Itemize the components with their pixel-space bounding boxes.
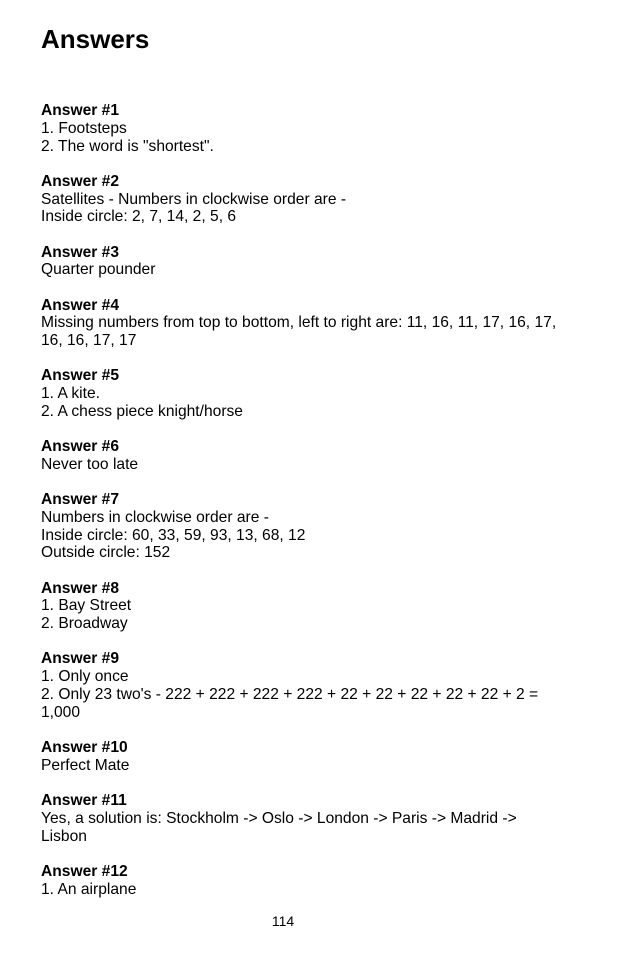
answer-line: Quarter pounder (41, 261, 156, 279)
answer-5 (41, 367, 601, 420)
answer-line: Never too late (41, 455, 139, 473)
answer-heading: Answer #3 (41, 243, 120, 261)
answer-line: Inside circle: 60, 33, 59, 93, 13, 68, 12 (41, 526, 306, 544)
answer-8 (41, 580, 601, 633)
answer-line: 2. A chess piece knight/horse (41, 402, 243, 420)
answer-line: Satellites - Numbers in clockwise order are - (41, 190, 347, 208)
answer-heading: Answer #12 (41, 862, 128, 880)
answer-line: 1. An airplane (41, 880, 137, 898)
answer-3 (41, 244, 601, 280)
answer-line: 2. Broadway (41, 615, 128, 633)
answer-heading: Answer #4 (41, 296, 120, 314)
answer-2 (41, 173, 601, 226)
answer-line: Yes, a solution is: Stockholm -> Oslo -> London -> Paris -> Madrid -> (41, 809, 517, 827)
answer-heading: Answer #10 (41, 739, 128, 757)
answer-1 (41, 102, 601, 155)
answer-line: Numbers in clockwise order are - (41, 508, 269, 526)
answer-6 (41, 438, 601, 474)
answer-line: 1. Only once (41, 668, 129, 686)
answer-7 (41, 491, 601, 562)
answer-line: 1. Bay Street (41, 597, 132, 615)
answer-12 (41, 863, 601, 899)
answer-heading: Answer #11 (41, 792, 127, 810)
answers-list (41, 102, 601, 916)
answer-11 (41, 792, 601, 845)
answer-line: 1. A kite. (41, 385, 100, 403)
answer-heading: Answer #5 (41, 367, 120, 385)
answer-heading: Answer #9 (41, 650, 120, 668)
answer-heading: Answer #8 (41, 579, 120, 597)
answer-9 (41, 650, 601, 721)
answer-heading: Answer #7 (41, 491, 120, 509)
answer-line: Lisbon (41, 827, 87, 845)
page-title: Answers (41, 24, 150, 54)
answer-line: Inside circle: 2, 7, 14, 2, 5, 6 (41, 208, 237, 226)
answer-line: 1,000 (41, 703, 81, 721)
answer-heading: Answer #6 (41, 438, 120, 456)
answer-4 (41, 297, 601, 350)
answer-line: 2. The word is "shortest". (41, 137, 214, 155)
answer-line: 1. Footsteps (41, 119, 127, 137)
answer-10 (41, 739, 601, 775)
answer-heading: Answer #2 (41, 172, 120, 190)
page-number: 114 (271, 913, 295, 929)
answer-heading: Answer #1 (41, 102, 120, 119)
answer-line: Perfect Mate (41, 756, 130, 774)
answer-line: 2. Only 23 two's - 222 + 222 + 222 + 222 + 22 + 22 + 22 + 22 + 22 + 2 = (41, 686, 539, 704)
answer-line: Outside circle: 152 (41, 544, 171, 562)
answer-line: Missing numbers from top to bottom, left to right are: 11, 16, 11, 17, 16, 17, (41, 314, 557, 332)
answer-line: 16, 16, 17, 17 (41, 332, 137, 350)
